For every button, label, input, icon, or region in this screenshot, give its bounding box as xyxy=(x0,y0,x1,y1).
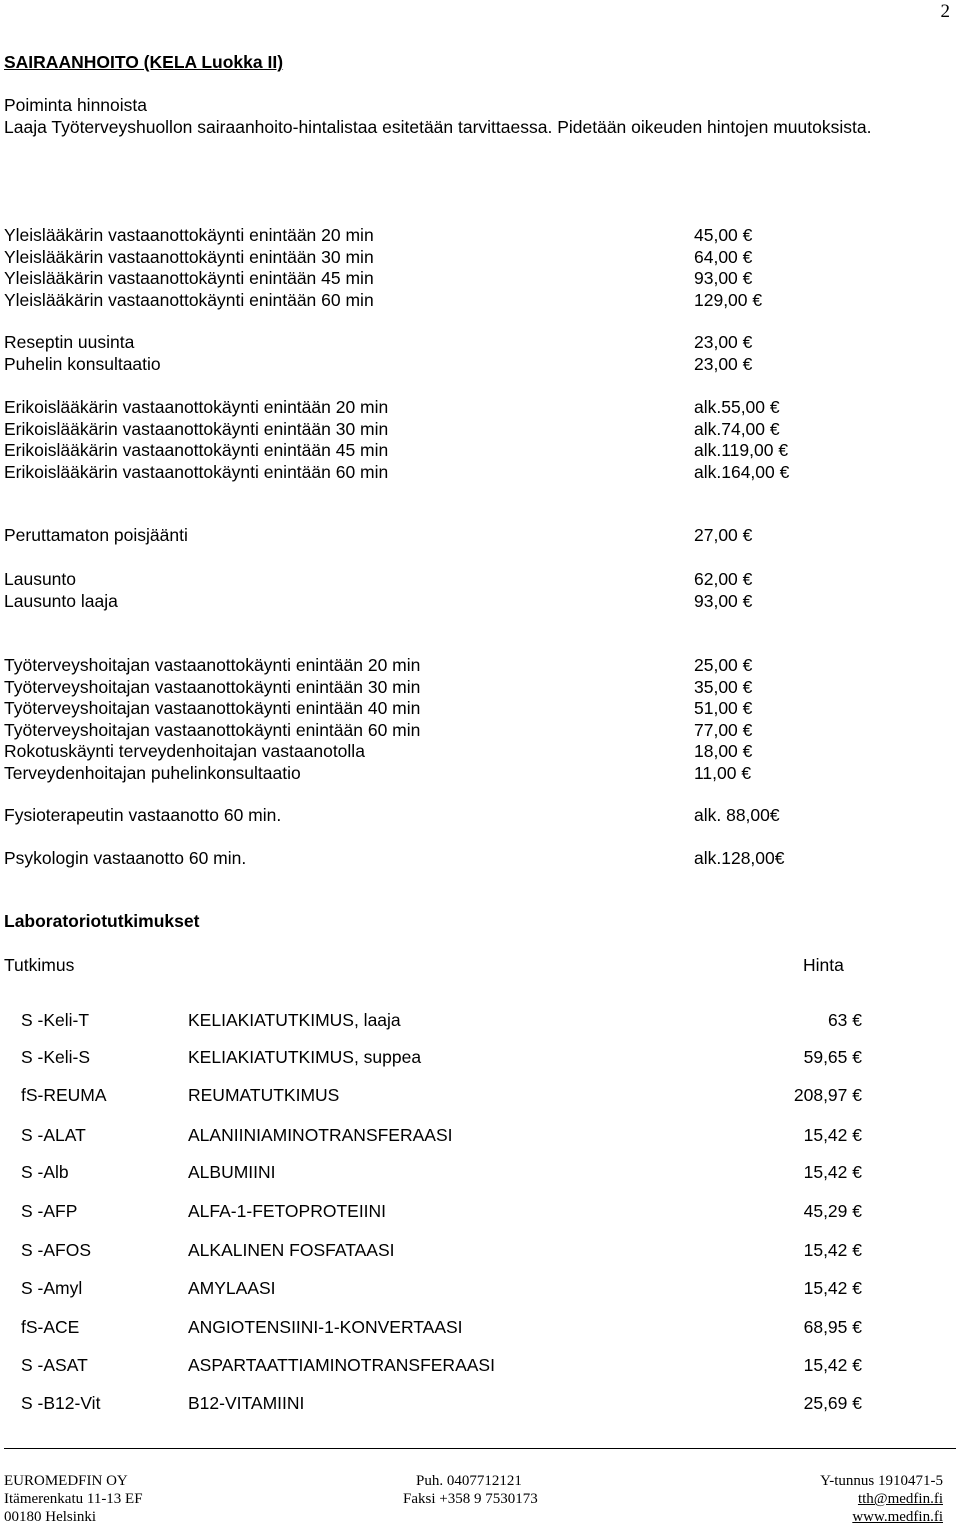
page-number: 2 xyxy=(940,1,950,22)
price-row-label: Yleislääkärin vastaanottokäynti enintään 20 min xyxy=(4,225,374,245)
lab-row-code: fS-REUMA xyxy=(21,1085,107,1105)
lab-row-code: S -Keli-T xyxy=(21,1010,90,1030)
price-row-value: 23,00 € xyxy=(694,332,753,352)
price-row-value: alk.74,00 € xyxy=(694,418,780,439)
price-row-label: Erikoislääkärin vastaanottokäynti enintään 30 min xyxy=(4,418,389,439)
footer-company: EUROMEDFIN OY xyxy=(4,1473,128,1489)
lab-section-title: Laboratoriotutkimukset xyxy=(4,911,200,931)
price-row-value: 45,00 € xyxy=(694,225,753,245)
lab-row-name: AMYLAASI xyxy=(188,1278,276,1298)
lab-row-price: 15,42 € xyxy=(803,1162,862,1182)
lab-row-name: ASPARTAATTIAMINOTRANSFERAASI xyxy=(188,1355,495,1375)
price-row-value: 51,00 € xyxy=(694,698,753,718)
footer-email[interactable] xyxy=(858,1489,943,1509)
price-row-label: Työterveyshoitajan vastaanottokäynti enintään 30 min xyxy=(4,676,421,697)
price-row-label: Peruttamaton poisjäänti xyxy=(4,525,188,545)
price-row-value: 27,00 € xyxy=(694,525,753,545)
lab-row-name: ALFA-1-FETOPROTEIINI xyxy=(188,1201,387,1221)
lab-row-price: 15,42 € xyxy=(803,1278,862,1298)
price-row-label: Työterveyshoitajan vastaanottokäynti enintään 40 min xyxy=(4,698,421,718)
price-row-label: Erikoislääkärin vastaanottokäynti enintään 20 min xyxy=(4,397,389,417)
lab-row-price: 25,69 € xyxy=(803,1393,862,1413)
price-row-value: alk.128,00€ xyxy=(694,848,785,868)
lab-row-name: ALKALINEN FOSFATAASI xyxy=(188,1240,395,1260)
lab-row-price: 59,65 € xyxy=(803,1047,862,1067)
lab-row-price: 15,42 € xyxy=(803,1355,862,1375)
price-row-value: alk. 88,00€ xyxy=(694,805,780,825)
footer-phone: Puh. 0407712121 xyxy=(416,1473,522,1489)
lab-row-code: S -AFOS xyxy=(21,1240,92,1260)
price-row-label: Reseptin uusinta xyxy=(4,332,135,352)
footer-street: Itämerenkatu 11-13 EF xyxy=(4,1491,143,1507)
price-row-value: 11,00 € xyxy=(694,762,752,783)
lab-row-price: 208,97 € xyxy=(793,1085,862,1105)
price-row-value: alk.119,00 € xyxy=(694,440,789,460)
price-row-label: Puhelin konsultaatio xyxy=(4,353,161,374)
lab-row-price: 15,42 € xyxy=(803,1240,862,1260)
price-row-label: Yleislääkärin vastaanottokäynti enintään 30 min xyxy=(4,246,374,267)
intro-line: Laaja Työterveyshuollon sairaanhoito-hintalistaa esitetään tarvittaessa. Pidetään oikeuden hintojen muutoksista. xyxy=(4,116,872,137)
lab-row-name: ALBUMIINI xyxy=(188,1162,276,1182)
price-row-value: 64,00 € xyxy=(694,246,753,267)
price-row-label: Erikoislääkärin vastaanottokäynti enintään 60 min xyxy=(4,461,389,482)
price-row-value: alk.55,00 € xyxy=(694,397,780,417)
lab-row-name: ALANIINIAMINOTRANSFERAASI xyxy=(188,1125,453,1145)
footer-website[interactable] xyxy=(852,1507,943,1527)
price-row-value: 18,00 € xyxy=(694,741,753,761)
footer-city: 00180 Helsinki xyxy=(4,1509,97,1525)
price-row-value: 23,00 € xyxy=(694,353,753,374)
price-row-label: Yleislääkärin vastaanottokäynti enintään 45 min xyxy=(4,268,374,288)
lab-row-name: KELIAKIATUTKIMUS, suppea xyxy=(188,1047,422,1067)
lab-column-header-test: Tutkimus xyxy=(4,955,75,975)
price-row-label: Työterveyshoitajan vastaanottokäynti enintään 20 min xyxy=(4,655,421,675)
lab-row-code: S -B12-Vit xyxy=(21,1393,101,1413)
lab-row-name: KELIAKIATUTKIMUS, laaja xyxy=(188,1010,401,1030)
intro-text xyxy=(4,95,934,138)
lab-row-code: S -ASAT xyxy=(21,1355,88,1375)
price-row-label: Lausunto xyxy=(4,569,77,589)
lab-row-price: 15,42 € xyxy=(803,1125,862,1145)
lab-row-price: 63 € xyxy=(827,1010,862,1030)
price-row-label: Lausunto laaja xyxy=(4,590,118,611)
footer-business-id: Y-tunnus 1910471-5 xyxy=(820,1473,943,1489)
price-row-value: 25,00 € xyxy=(694,655,753,675)
lab-row-code: S -Keli-S xyxy=(21,1047,91,1067)
price-row-label: Fysioterapeutin vastaanotto 60 min. xyxy=(4,805,282,825)
price-row-label: Rokotuskäynti terveydenhoitajan vastaanotolla xyxy=(4,741,365,761)
price-row-value: 77,00 € xyxy=(694,719,753,740)
price-row-label: Yleislääkärin vastaanottokäynti enintään 60 min xyxy=(4,289,374,310)
footer-fax: Faksi +358 9 7530173 xyxy=(403,1491,538,1507)
lab-row-code: S -Amyl xyxy=(21,1278,83,1298)
price-row-label: Terveydenhoitajan puhelinkonsultaatio xyxy=(4,762,301,783)
price-row-value: 35,00 € xyxy=(694,676,753,697)
lab-row-code: S -ALAT xyxy=(21,1125,86,1145)
lab-row-name: B12-VITAMIINI xyxy=(188,1393,305,1413)
lab-row-price: 68,95 € xyxy=(803,1317,862,1337)
lab-row-code: S -AFP xyxy=(21,1201,78,1221)
page-title: SAIRAANHOITO (KELA Luokka II) xyxy=(4,52,284,72)
lab-row-name: ANGIOTENSIINI-1-KONVERTAASI xyxy=(188,1317,463,1337)
price-row-value: 129,00 € xyxy=(694,289,763,310)
price-row-value: 93,00 € xyxy=(694,268,753,288)
lab-row-price: 45,29 € xyxy=(803,1201,862,1221)
website-link[interactable]: www.medfin.fi xyxy=(852,1509,943,1525)
lab-column-header-price: Hinta xyxy=(803,955,844,975)
price-row-label: Erikoislääkärin vastaanottokäynti enintään 45 min xyxy=(4,440,389,460)
price-row-value: 62,00 € xyxy=(694,569,753,589)
price-row-label: Psykologin vastaanotto 60 min. xyxy=(4,848,247,868)
price-row-value: 93,00 € xyxy=(694,590,753,611)
lab-row-code: fS-ACE xyxy=(21,1317,80,1337)
intro-line: Poiminta hinnoista xyxy=(4,95,147,115)
lab-row-code: S -Alb xyxy=(21,1162,69,1182)
price-row-label: Työterveyshoitajan vastaanottokäynti enintään 60 min xyxy=(4,719,421,740)
price-row-value: alk.164,00 € xyxy=(694,461,790,482)
lab-row-name: REUMATUTKIMUS xyxy=(188,1085,340,1105)
footer-divider xyxy=(4,1448,956,1449)
email-link[interactable]: tth@medfin.fi xyxy=(857,1491,943,1507)
